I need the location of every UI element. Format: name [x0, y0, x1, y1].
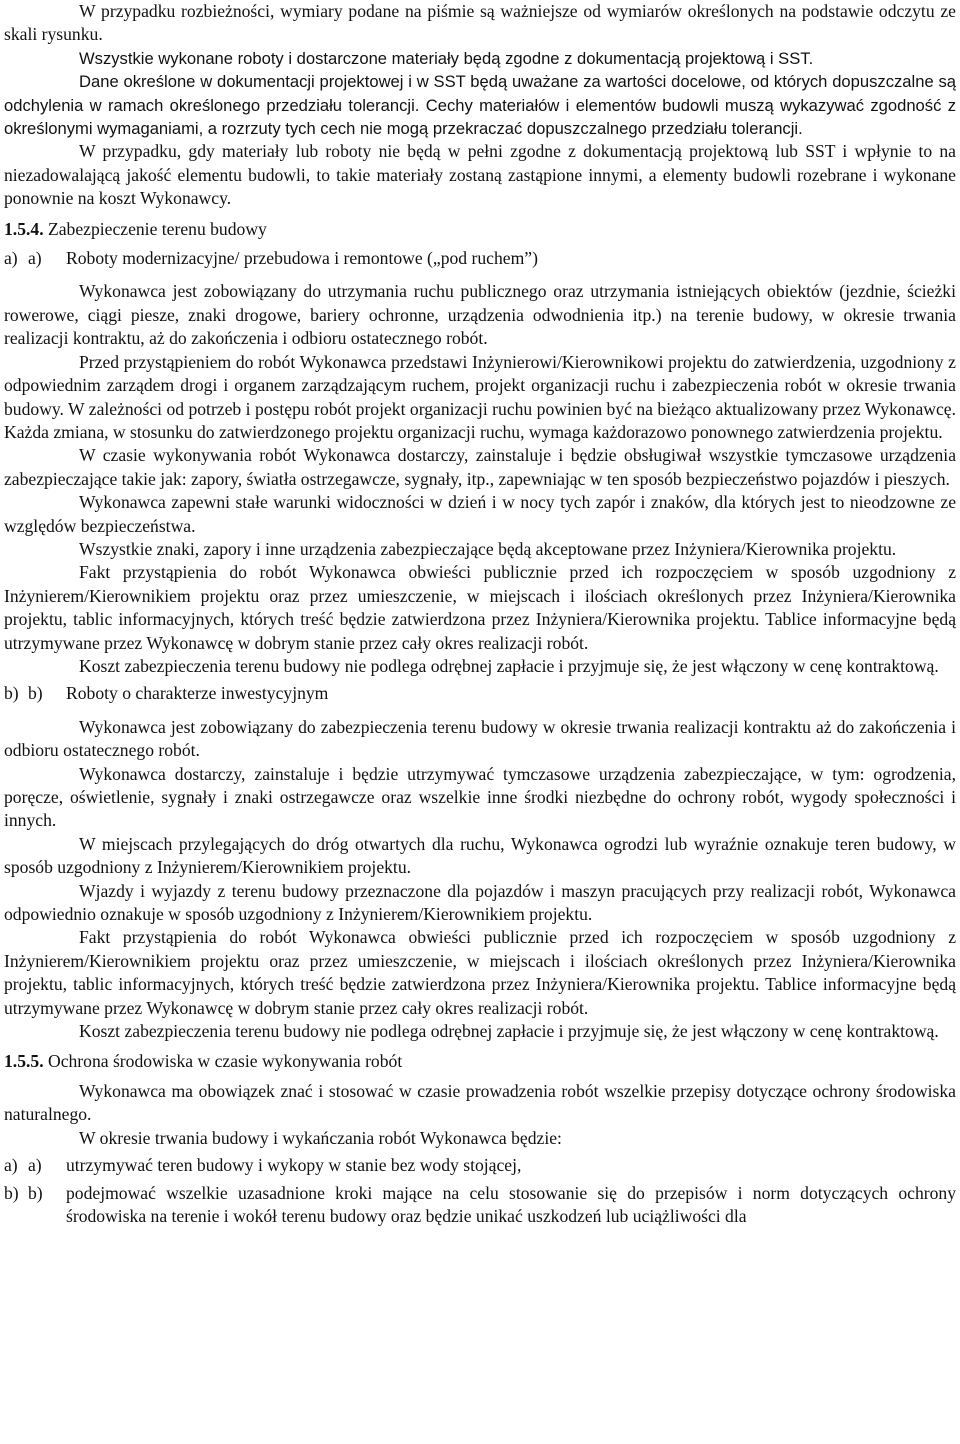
paragraph-target-values-part1: Dane określone w dokumentacji projektowej i w SST będą uważane za wartości docelowe, od których dopuszczalne są odchylenia w ramach określonego przedziału tolerancji.: [4, 72, 956, 115]
paragraph-compliance: Wszystkie wykonane roboty i dostarczone materiały będą zgodne z dokumentacją projektową i SST.: [79, 48, 814, 68]
paragraph-a-3: W czasie wykonywania robót Wykonawca dostarczy, zainstaluje i będzie obsługiwał wszystkie tymczasowe urządzenia zabezpieczające takie jak: zapory, światła ostrzegawcze, sygnały, itp., zapewniając w ten sposób bezpieczeństwo pojazdów i pieszych.: [4, 445, 956, 489]
paragraph-a-1: Wykonawca jest zobowiązany do utrzymania ruchu publicznego oraz utrzymania istniejących obiektów (jezdnie, ścieżki rowerowe, ciągi piesze, znaki drogowe, bariery ochronne, urządzenia odwodnienia itp.) na terenie budowy, w okresie trwania realizacji kontraktu, aż do zakończenia i odbioru ostatecznego robót.: [4, 281, 956, 349]
section-number-154: 1.5.4.: [4, 218, 44, 239]
paragraph-b-2: Wykonawca dostarczy, zainstaluje i będzie utrzymywać tymczasowe urządzenia zabezpieczające, w tym: ogrodzenia, poręcze, oświetlenie, sygnały i znaki ostrzegawcze oraz wszelkie inne środki niezbędne do ochrony robót, wygody społeczności i innych.: [4, 763, 956, 831]
paragraph-155-2: W okresie trwania budowy i wykańczania robót Wykonawca będzie:: [79, 1127, 562, 1148]
list-marker-155-b2: b): [28, 1182, 43, 1203]
paragraph-target-values: [4, 70, 956, 140]
paragraph-b-4: Wjazdy i wyjazdy z terenu budowy przeznaczone dla pojazdów i maszyn pracujących przy realizacji robót, Wykonawca odpowiednio oznakuje w sposób uzgodniony z Inżynierem/Kierownikiem projektu.: [4, 880, 956, 925]
list-marker-155-a2: a): [28, 1155, 42, 1176]
section-title-155: Ochrona środowiska w czasie wykonywania robót: [43, 1051, 403, 1072]
paragraph-b-5: Fakt przystąpienia do robót Wykonawca obwieści publicznie przed ich rozpoczęciem w sposób uzgodniony z Inżynierem/Kierownikiem projektu oraz przez umieszczenie, w miejscach i ilościach określonych przez Inżyniera/Kierownika projektu, tablic informacyjnych, których treść będzie zatwierdzona przez Inżyniera/Kierownika projektu. Tablice informacyjne będą utrzymywane przez Wykonawcę w dobrym stanie przez cały okres realizacji robót.: [4, 927, 956, 1018]
section-heading-155: [4, 1047, 956, 1075]
list-marker-155-b1: b): [4, 1182, 19, 1203]
section-heading-154: [4, 215, 956, 243]
section-title-154: Zabezpieczenie terenu budowy: [43, 218, 267, 239]
subsection-title-b: Roboty o charakterze inwestycyjnym: [66, 683, 329, 704]
subsection-marker-b1: b): [4, 683, 19, 704]
paragraph-b-3: W miejscach przylegających do dróg otwartych dla ruchu, Wykonawca ogrodzi lub wyraźnie oznakuje teren budowy, w sposób uzgodniony z Inżynierem/Kierownikiem projektu.: [4, 833, 956, 878]
list-item-155-a: [4, 1150, 956, 1177]
subsection-heading-a: [4, 243, 956, 276]
list-item-155-b: [4, 1178, 956, 1229]
paragraph-b-6: Koszt zabezpieczenia terenu budowy nie podlega odrębnej zapłacie i przyjmuje się, że jest włączony w cenę kontraktową.: [79, 1021, 939, 1042]
paragraph-a-5: Wszystkie znaki, zapory i inne urządzenia zabezpieczające będą akceptowane przez Inżyniera/Kierownika projektu.: [79, 538, 897, 559]
subsection-title-a: Roboty modernizacyjne/ przebudowa i remontowe („pod ruchem”): [66, 248, 538, 269]
subsection-marker-a1: a): [4, 248, 18, 269]
subsection-heading-b: [4, 678, 956, 711]
subsection-marker-a2: a): [28, 248, 42, 269]
section-number-155: 1.5.5.: [4, 1051, 44, 1072]
paragraph-b-1: Wykonawca jest zobowiązany do zabezpieczenia terenu budowy w okresie trwania realizacji kontraktu aż do zakończenia i odbioru ostatecznego robót.: [4, 716, 956, 761]
subsection-marker-b2: b): [28, 683, 43, 704]
paragraph-a-2: Przed przystąpieniem do robót Wykonawca przedstawi Inżynierowi/Kierownikowi projektu do zatwierdzenia, uzgodniony z odpowiednim zarządem drogi i organem zarządzającym ruchem, projekt organizacji ruchu i zabezpieczenia robót w okresie trwania budowy. W zależności od potrzeb i postępu robót projekt organizacji ruchu powinien być na bieżąco aktualizowany przez Wykonawcę. Każda zmiana, w stosunku do zatwierdzonego projektu organizacji ruchu, wymaga każdorazowo ponownego zatwierdzenia projektu.: [4, 351, 956, 442]
paragraph-a-7: Koszt zabezpieczenia terenu budowy nie podlega odrębnej zapłacie i przyjmuje się, że jest włączony w cenę kontraktową.: [79, 655, 939, 676]
paragraph-nonconformity: W przypadku, gdy materiały lub roboty nie będą w pełni zgodne z dokumentacją projektową lub SST i wpłynie to na niezadowalającą jakość elementu budowli, to takie materiały zostaną zastąpione innymi, a elementy budowli rozebrane i wykonane ponownie na koszt Wykonawcy.: [4, 141, 956, 209]
paragraph-tolerance-dimensions: W przypadku rozbieżności, wymiary podane na piśmie są ważniejsze od wymiarów określonych na podstawie odczytu ze skali rysunku.: [4, 1, 956, 45]
paragraph-a-4: Wykonawca zapewni stałe warunki widoczności w dzień i w nocy tych zapór i znaków, dla których jest to nieodzowne ze względów bezpieczeństwa.: [4, 492, 956, 536]
paragraph-a-6: Fakt przystąpienia do robót Wykonawca obwieści publicznie przed ich rozpoczęciem w sposób uzgodniony z Inżynierem/Kierownikiem projektu oraz przez umieszczenie, w miejscach i ilościach określonych przez Inżyniera/Kierownika projektu, tablic informacyjnych, których treść będzie zatwierdzona przez Inżyniera/Kierownika projektu. Tablice informacyjne będą utrzymywane przez Wykonawcę w dobrym stanie przez cały okres realizacji robót.: [4, 562, 956, 653]
list-text-155-b: podejmować wszelkie uzasadnione kroki mające na celu stosowanie się do przepisów i norm dotyczących ochrony środowiska na terenie i wokół terenu budowy oraz będzie unikać uszkodzeń lub uciążliwości dla: [66, 1182, 956, 1226]
list-text-155-a: utrzymywać teren budowy i wykopy w stanie bez wody stojącej,: [66, 1155, 522, 1176]
list-marker-155-a1: a): [4, 1155, 18, 1176]
paragraph-target-values-part2: Cechy materiałów i elementów budowli muszą wykazywać zgodność z określonymi wymaganiami, a rozrzuty tych cech nie mogą przekraczać dopuszczalnego przedziału tolerancji.: [4, 95, 957, 139]
paragraph-155-1: Wykonawca ma obowiązek znać i stosować w czasie prowadzenia robót wszelkie przepisy dotyczące ochrony środowiska naturalnego.: [4, 1080, 956, 1125]
